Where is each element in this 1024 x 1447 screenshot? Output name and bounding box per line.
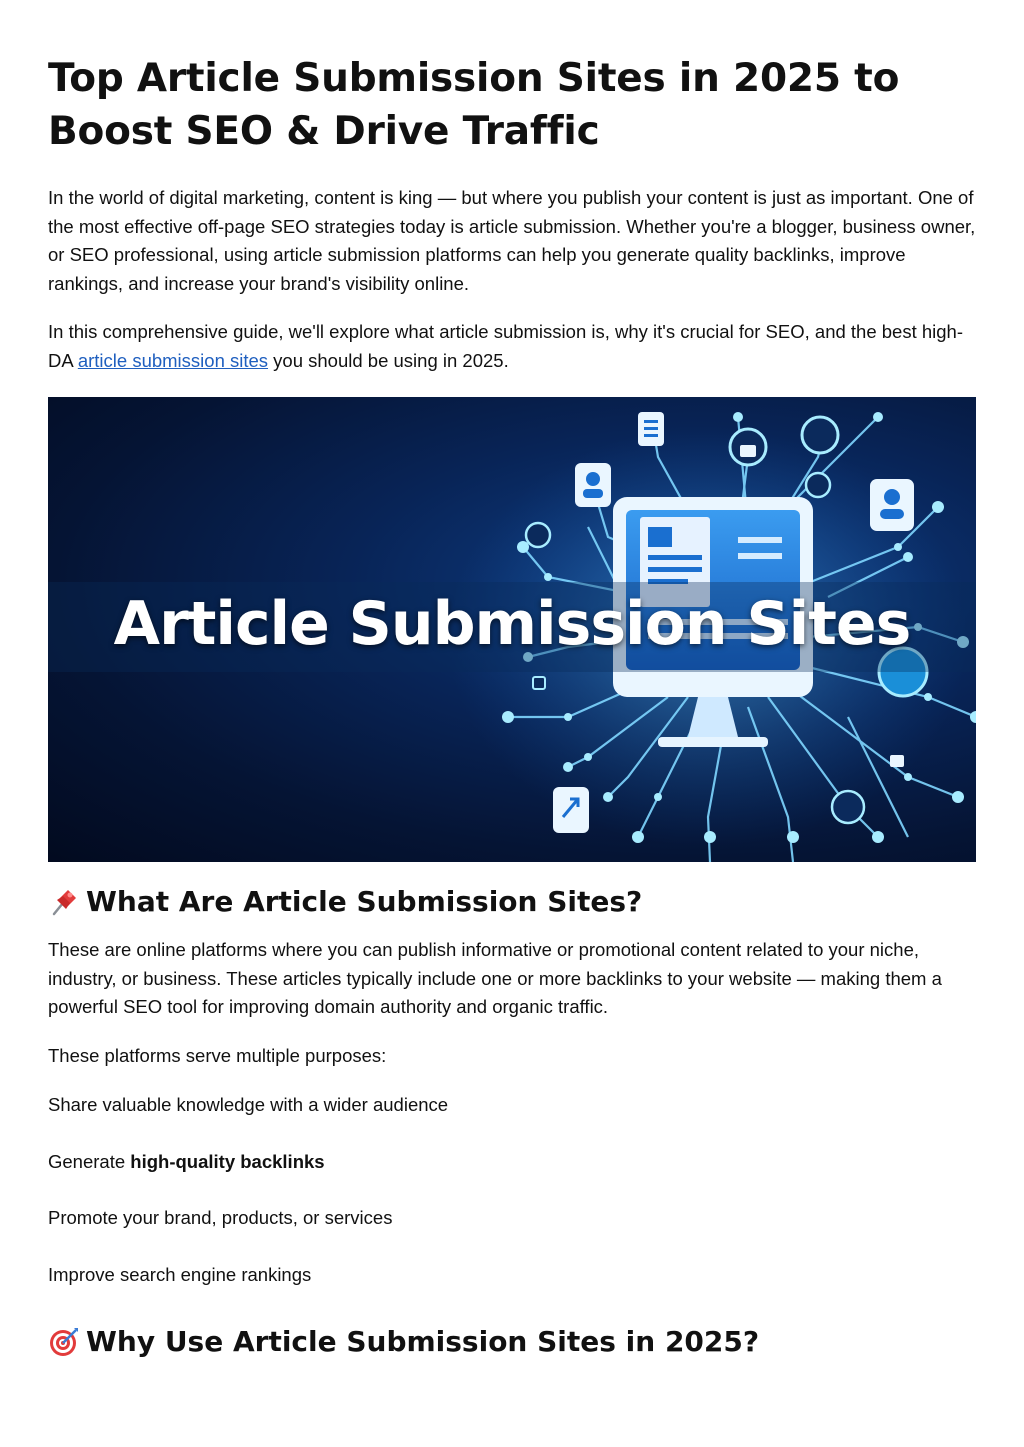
list-item-text: Generate (48, 1150, 131, 1172)
section-paragraph: These are online platforms where you can publish informative or promotional content related to your niche, industry, or business. These articles typically include one or more backlinks to your website — making them a powerful SEO tool for improving domain authority and organic traffic. (48, 939, 942, 1017)
target-icon (48, 1326, 80, 1358)
purposes-list (48, 1091, 976, 1289)
article (48, 52, 976, 1362)
section-heading-why-use (48, 1322, 976, 1362)
section-heading-text: What Are Article Submission Sites? (86, 885, 643, 918)
page-title: Top Article Submission Sites in 2025 to Boost SEO & Drive Traffic (48, 56, 900, 154)
list-item-text: Share valuable knowledge with a wider audience (48, 1094, 449, 1115)
list-item-bold: high-quality backlinks (130, 1150, 325, 1172)
section-paragraph-2: These platforms serve multiple purposes: (48, 1044, 387, 1066)
intro-paragraph-2 (48, 318, 976, 375)
hero-title: Article Submission Sites (113, 589, 911, 659)
intro-paragraph: In the world of digital marketing, content is king — but where you publish your content is just as important. One of the most effective off-page SEO strategies today is article submission. Whether you're a blogger, business owner, or SEO professional, using article submission platforms can help you generate quality backlinks, improve rankings, and increase your brand's visibility online. (48, 187, 976, 294)
section-heading-what-are (48, 882, 976, 922)
intro-text-after: you should be using in 2025. (268, 349, 509, 371)
article-submission-sites-link[interactable]: article submission sites (77, 349, 269, 371)
list-item-text: Promote your brand, products, or services (48, 1207, 393, 1228)
list-item (48, 1261, 976, 1290)
intro-text-before: In this comprehensive guide, we'll explore what article submission is, why it's crucial for SEO, and the best high-DA (48, 321, 964, 371)
list-item (48, 1148, 976, 1177)
list-item (48, 1204, 976, 1233)
list-item (48, 1091, 976, 1120)
list-item-text: Improve search engine rankings (48, 1263, 312, 1285)
hero-image (48, 397, 976, 862)
pushpin-icon (48, 886, 80, 918)
section-heading-text: Why Use Article Submission Sites in 2025? (86, 1325, 760, 1358)
